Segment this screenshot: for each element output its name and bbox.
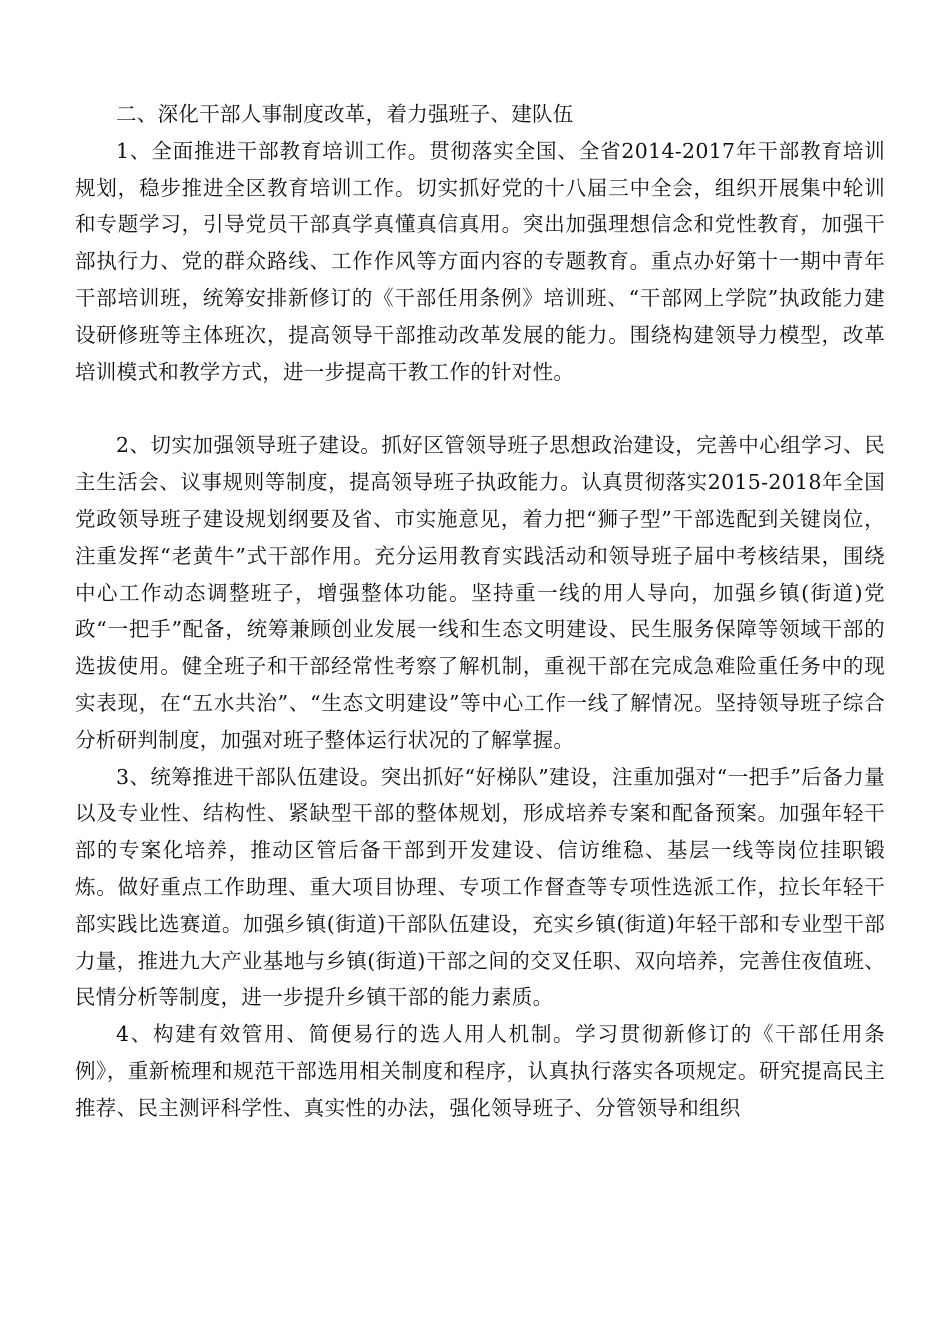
paragraph-cadre-team-building: 3、统筹推进干部队伍建设。突出抓好“好梯队”建设，注重加强对“一把手”后备力量以及专业性、结构性、紧缺型干部的整体规划，形成培养专案和配备预案。加强年轻干部的专案化培养，推动区管后备干部到开发建设、信访维稳、基层一线等岗位挂职锻炼。做好重点工作助理、重大项目协理、专项工作督查等专项性选派工作，拉长年轻干部实践比选赛道。加强乡镇(街道)干部队伍建设，充实乡镇(街道)年轻干部和专业型干部力量，推进九大产业基地与乡镇(街道)干部之间的交叉任职、双向培养，完善住夜值班、民情分析等制度，进一步提升乡镇干部的能力素质。 — [75, 764, 885, 1010]
paragraph-cadre-education-training: 1、全面推进干部教育培训工作。贯彻落实全国、全省2014-2017年干部教育培训规划，稳步推进全区教育培训工作。切实抓好党的十八届三中全会，组织开展集中轮训和专题学习，引导党员干部真学真懂真信真用。突出加强理想信念和党性教育，加强干部执行力、党的群众路线、工作作风等方面内容的专题教育。重点办好第十一期中青年干部培训班，统筹安排新修订的《干部任用条例》培训班、“干部网上学院”执政能力建设研修班等主体班次，提高领导干部推动改革发展的能力。围绕构建领导力模型，改革培训模式和教学方式，进一步提高干教工作的针对性。 — [75, 138, 885, 384]
section-heading: 二、深化干部人事制度改革，着力强班子、建队伍 — [116, 102, 574, 126]
paragraph-leadership-team-building: 2、切实加强领导班子建设。抓好区管领导班子思想政治建设，完善中心组学习、民主生活会、议事规则等制度，提高领导班子执政能力。认真贯彻落实2015-2018年全国党政领导班子建设规划纲要及省、市实施意见，着力把“狮子型”干部选配到关键岗位，注重发挥“老黄牛”式干部作用。充分运用教育实践活动和领导班子届中考核结果，围绕中心工作动态调整班子，增强整体功能。坚持重一线的用人导向，加强乡镇(街道)党政“一把手”配备，统筹兼顾创业发展一线和生态文明建设、民生服务保障等领域干部的选拔使用。健全班子和干部经常性考察了解机制，重视干部在完成急难险重任务中的现实表现，在“五水共治”、“生态文明建设”等中心工作一线了解情况。坚持领导班子综合分析研判制度，加强对班子整体运行状况的了解掌握。 — [75, 433, 885, 752]
paragraph-selection-mechanism: 4、构建有效管用、简便易行的选人用人机制。学习贯彻新修订的《干部任用条例》，重新梳理和规范干部选用相关制度和程序，认真执行落实各项规定。研究提高民主推荐、民主测评科学性、真实性的办法，强化领导班子、分管领导和组织 — [75, 1022, 885, 1120]
document-body — [75, 96, 885, 1127]
